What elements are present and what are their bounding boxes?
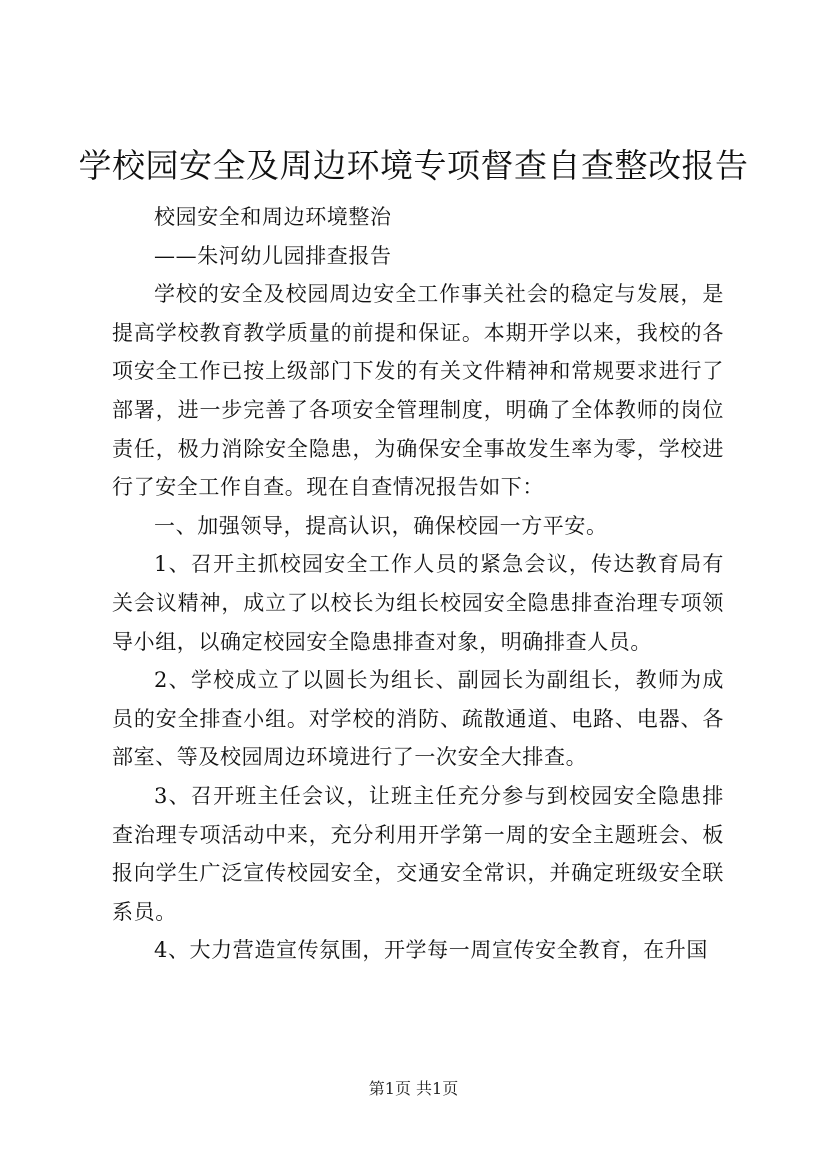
paragraph-item-2: 2、学校成立了以圆长为组长、副园长为副组长，教师为成员的安全排查小组。对学校的消防、疏散通道、电路、电器、各部室、等及校园周边环境进行了一次安全大排查。 <box>112 668 724 770</box>
paragraph-intro: 学校的安全及校园周边安全工作事关社会的稳定与发展，是提高学校教育教学质量的前提和保证。本期开学以来，我校的各项安全工作已按上级部门下发的有关文件精神和常规要求进行了部署，进一步完善了各项安全管理制度，明确了全体教师的岗位责任，极力消除安全隐患，为确保安全事故发生率为零，学校进行了安全工作自查。现在自查情况报告如下： <box>112 282 724 500</box>
byline-line: ——朱河幼儿园排查报告 <box>154 243 392 268</box>
page-number-footer: 第1页 共1页 <box>368 1079 459 1098</box>
document-body <box>112 198 724 970</box>
paragraph-item-3: 3、召开班主任会议，让班主任充分参与到校园安全隐患排查治理专项活动中来，充分利用开学第一周的安全主题班会、板报向学生广泛宣传校园安全，交通安全常识，并确定班级安全联系员。 <box>112 783 724 924</box>
section-heading-1: 一、加强领导，提高认识，确保校园一方平安。 <box>154 513 608 538</box>
document-title: 学校园安全及周边环境专项督查自查整改报告 <box>78 146 749 185</box>
subtitle-line: 校园安全和周边环境整治 <box>154 205 392 229</box>
paragraph-item-1: 1、召开主抓校园安全工作人员的紧急会议，传达教育局有关会议精神，成立了以校长为组长校园安全隐患排查治理专项领导小组，以确定校园安全隐患排查对象，明确排查人员。 <box>112 552 724 654</box>
paragraph-item-4: 4、大力营造宣传氛围，开学每一周宣传安全教育，在升国 <box>154 938 708 963</box>
